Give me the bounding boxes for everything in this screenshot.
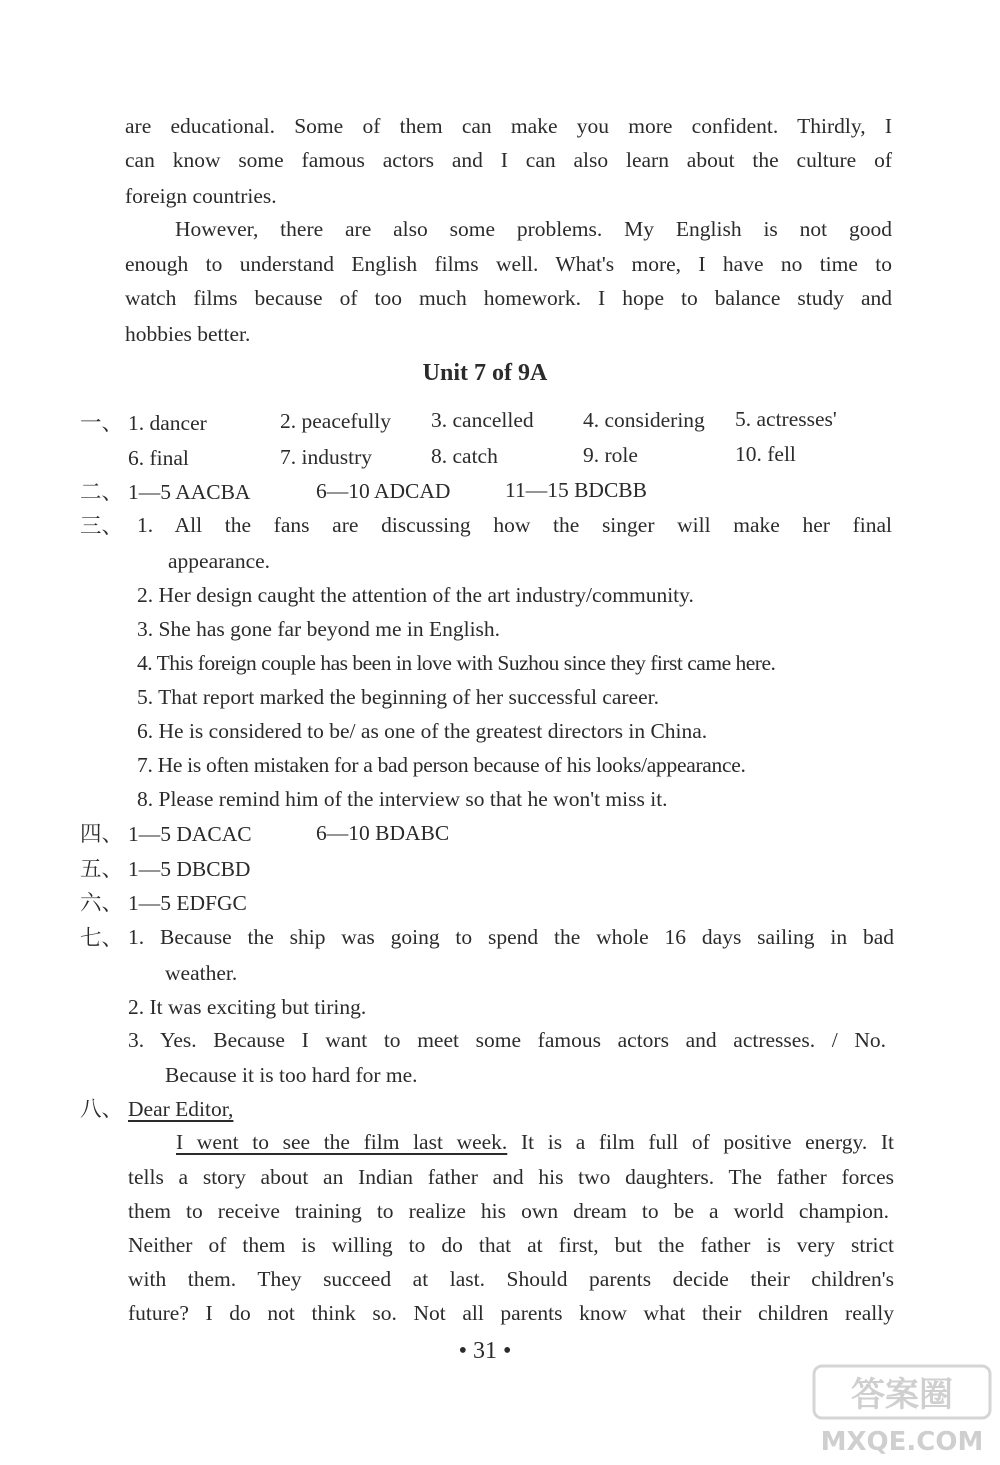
section-6-marker: 六、 [80, 891, 124, 915]
section-1-marker: 一、 [80, 411, 124, 435]
letter-line-1 [176, 1127, 894, 1157]
s3-item-2: 2. Her design caught the attention of the art industry/community. [137, 583, 694, 607]
section-2-marker: 二、 [80, 480, 124, 504]
s4-item-2: 6—10 BDABC [316, 821, 450, 845]
s2-item-2: 6—10 ADCAD [316, 479, 451, 503]
s3-item-4: 4. This foreign couple has been in love with Suzhou since they first came here. [137, 651, 776, 675]
letter-salutation: Dear Editor, [128, 1097, 234, 1121]
s6-item-1: 1—5 EDFGC [128, 891, 247, 915]
s3-item-6: 6. He is considered to be/ as one of the greatest directors in China. [137, 719, 708, 743]
s1-item-9: 9. role [583, 443, 638, 467]
unit-title: Unit 7 of 9A [422, 360, 548, 386]
letter-first-sentence: I went to see the film last week. [176, 1130, 508, 1154]
intro-line-4: However, there are also some problems. My English is not good [175, 217, 892, 241]
s3-item-5: 5. That report marked the beginning of her successful career. [137, 685, 659, 709]
s1-item-6: 6. final [128, 446, 189, 470]
s1-item-10: 10. fell [735, 442, 796, 466]
s1-item-8: 8. catch [431, 444, 498, 468]
s2-item-1: 1—5 AACBA [128, 480, 251, 504]
letter-line-4: Neither of them is willing to do that at first, but the father is very strict [128, 1233, 894, 1257]
intro-line-2: can know some famous actors and I can also learn about the culture of [125, 148, 892, 172]
intro-line-3: foreign countries. [125, 184, 277, 208]
s7-item-3-cont: Because it is too hard for me. [165, 1063, 418, 1087]
s1-item-7: 7. industry [280, 445, 372, 469]
watermark-logo [812, 1364, 992, 1459]
s1-item-2: 2. peacefully [280, 409, 392, 433]
page-number: • 31 • [458, 1338, 512, 1364]
s7-item-3: 3. Yes. Because I want to meet some famous actors and actresses. / No. [128, 1028, 886, 1052]
s1-item-4: 4. considering [583, 408, 705, 432]
s1-item-1: 1. dancer [128, 411, 207, 435]
letter-first-rest: It is a film full of positive energy. It [507, 1130, 894, 1154]
intro-line-1: are educational. Some of them can make you more confident. Thirdly, I [125, 114, 892, 138]
intro-line-7: hobbies better. [125, 322, 251, 346]
letter-line-5: with them. They succeed at last. Should parents decide their children's [128, 1267, 894, 1291]
watermark-bottom-text: MXQE.COM [820, 1427, 984, 1457]
s3-item-8: 8. Please remind him of the interview so that he won't miss it. [137, 787, 668, 811]
section-4-marker: 四、 [80, 822, 124, 846]
watermark-top-text: 答案圈 [851, 1375, 953, 1415]
s1-item-3: 3. cancelled [431, 408, 534, 432]
section-7-marker: 七、 [80, 926, 124, 950]
letter-line-6: future? I do not think so. Not all parents know what their children really [128, 1301, 894, 1325]
section-5-marker: 五、 [80, 857, 124, 881]
s4-item-1: 1—5 DACAC [128, 822, 252, 846]
s3-item-3: 3. She has gone far beyond me in English. [137, 617, 501, 641]
s7-item-1: 1. Because the ship was going to spend the whole 16 days sailing in bad [128, 925, 894, 949]
s3-item-1: 1. All the fans are discussing how the singer will make her final [137, 513, 892, 537]
s7-item-1-cont: weather. [165, 961, 238, 985]
s3-item-7: 7. He is often mistaken for a bad person because of his looks/appearance. [137, 753, 746, 777]
letter-line-2: tells a story about an Indian father and his two daughters. The father forces [128, 1165, 894, 1189]
section-3-marker: 三、 [80, 514, 124, 538]
s5-item-1: 1—5 DBCBD [128, 857, 251, 881]
s3-item-1-cont: appearance. [168, 549, 271, 573]
intro-line-5: enough to understand English films well. What's more, I have no time to [125, 252, 892, 276]
section-8-marker: 八、 [80, 1097, 124, 1121]
s1-item-5: 5. actresses' [735, 407, 837, 431]
letter-line-3: them to receive training to realize his own dream to be a world champion. [128, 1199, 889, 1223]
s7-item-2: 2. It was exciting but tiring. [128, 995, 367, 1019]
s2-item-3: 11—15 BDCBB [505, 478, 647, 502]
intro-line-6: watch films because of too much homework. I hope to balance study and [125, 286, 892, 310]
